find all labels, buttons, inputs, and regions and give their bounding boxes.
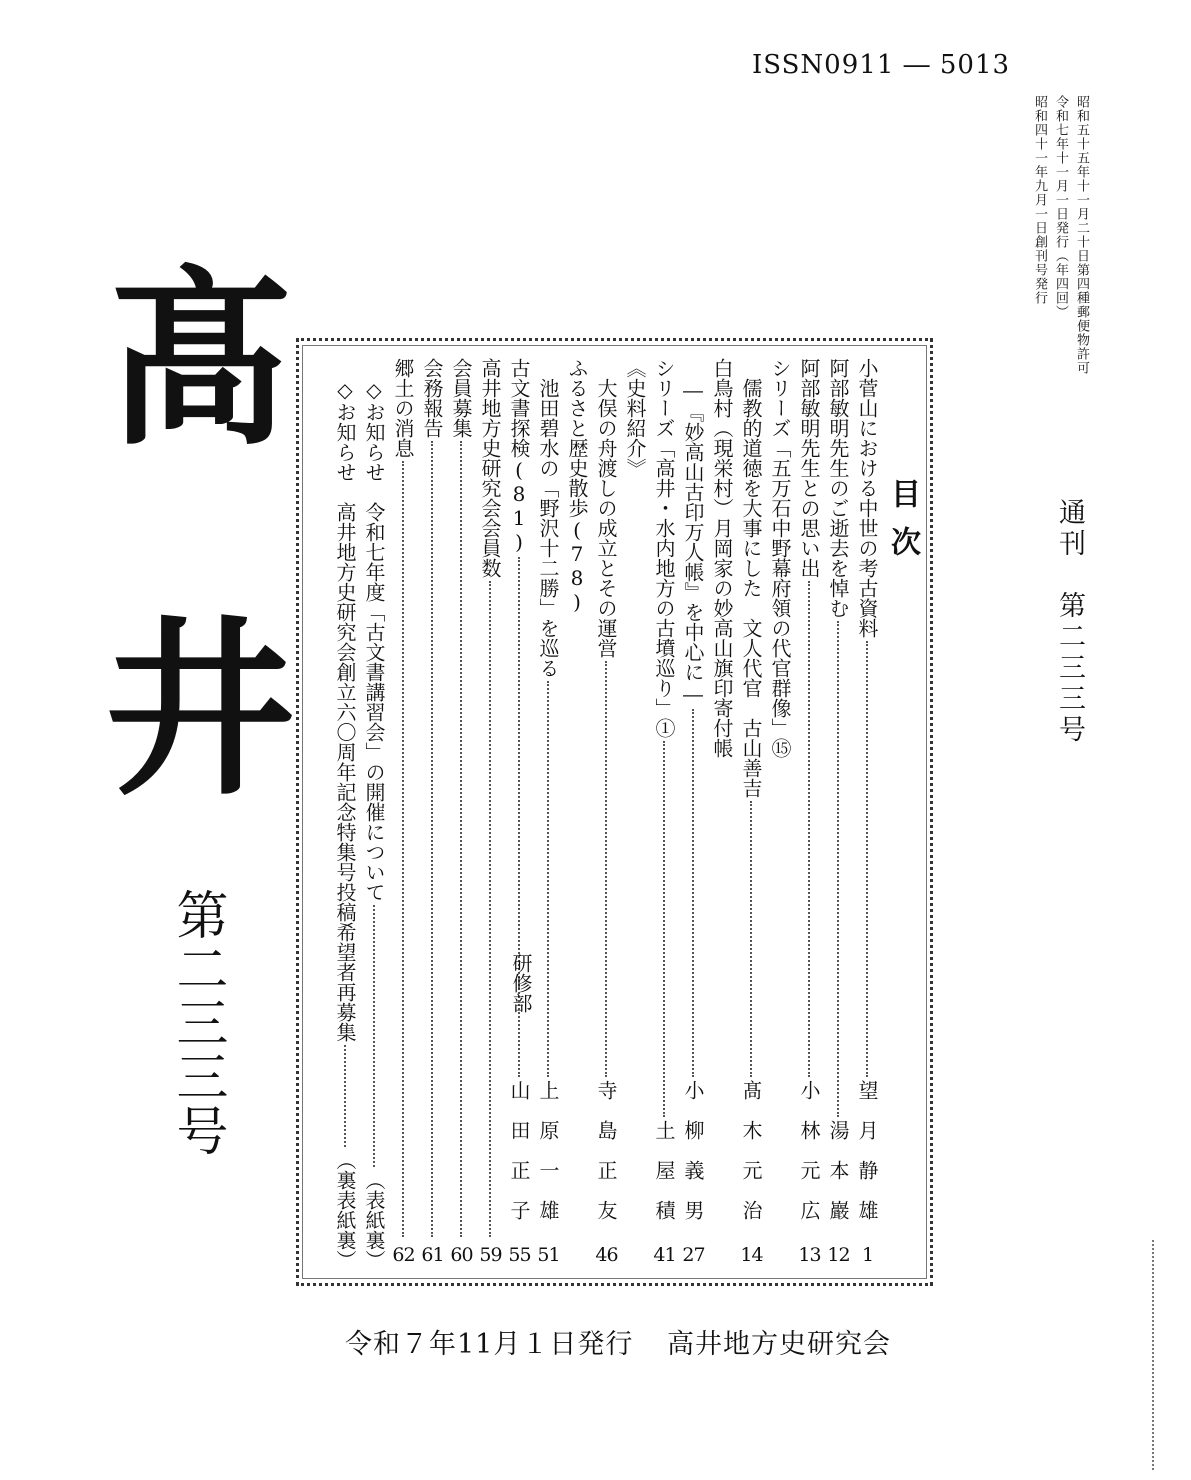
toc-entry-title: 阿部敏明先生との思い出 [797, 358, 821, 578]
toc-entry-page: 61 [421, 1244, 444, 1266]
publish-date: 令和７年11月１日発行 [345, 1329, 634, 1360]
journal-title-char: 髙 [105, 248, 296, 471]
toc-entry-title: 会務報告 [420, 358, 444, 438]
toc-leader-dots [866, 641, 868, 1077]
toc-entry [621, 358, 650, 1270]
toc-entry-title: シリーズ「高井・水内地方の古墳巡り」① [652, 358, 676, 738]
toc-entry-author: 寺島正友 [594, 1080, 618, 1240]
toc-spacer [766, 758, 795, 1240]
publisher: 高井地方史研究会 [666, 1329, 891, 1360]
toc-entry [679, 358, 708, 1270]
issue-number: 第二三三号 [167, 888, 227, 1158]
toc-entry-page-empty [563, 1244, 592, 1270]
toc-entry-title: ―『妙高山古印万人帳』を中心に― [681, 358, 705, 706]
toc-leader-dots [547, 681, 549, 1077]
toc-entry [563, 358, 592, 1270]
toc-entry-page: 59 [479, 1244, 502, 1266]
issn-number: ISSN0911 ― 5013 [752, 50, 1011, 80]
toc-entry-page: 46 [595, 1244, 618, 1266]
edge-marks [1152, 1240, 1156, 1470]
toc-entry-title: 儒教的道徳を大事にした 文人代官 古山善吉 [739, 358, 763, 798]
toc-entry-title: 白鳥村（現栄村）月岡家の妙高山旗印寄付帳 [710, 358, 734, 758]
toc-leader-dots [808, 581, 810, 1077]
postal-line: 昭和五十五年十一月二十日第四種郵便物許可 [1074, 95, 1089, 375]
table-of-contents [318, 358, 882, 1270]
toc-entry-title: 大俣の舟渡しの成立とその運営 [594, 358, 618, 658]
toc-entry-author: 湯本巖 [826, 1120, 850, 1240]
toc-entry-title: 郷土の消息 [391, 358, 415, 458]
toc-entry-title: シリーズ「五万石中野幕府領の代官群像」⑮ [768, 358, 792, 758]
postal-line: 令和七年十一月一日発行（年四回） [1053, 95, 1068, 319]
toc-entry-page: 13 [798, 1244, 821, 1266]
postal-line: 昭和四十一年九月一日創刊号発行 [1032, 95, 1047, 305]
toc-entry [737, 358, 766, 1270]
toc-entry-page: 27 [682, 1244, 705, 1266]
toc-entry-author: 小林元広 [797, 1080, 821, 1240]
toc-entry-page: 1 [861, 1244, 874, 1266]
toc-entry-page: 55 [508, 1244, 531, 1266]
toc-entry [534, 358, 563, 1270]
toc-entry-title: 古文書探検(81) [507, 358, 531, 554]
toc-entry [447, 358, 476, 1270]
toc-leader-dots [460, 441, 462, 1237]
footer [345, 1322, 915, 1361]
toc-leader-dots [663, 741, 665, 1117]
toc-entry [331, 358, 360, 1270]
toc-leader-dots [750, 801, 752, 1077]
toc-entry-page-empty [621, 1244, 650, 1270]
toc-entry-page: 51 [537, 1244, 560, 1266]
toc-entry [853, 358, 882, 1270]
toc-entry-page: 12 [827, 1244, 850, 1266]
toc-entry-author: 山田正子 [507, 1080, 531, 1240]
toc-leader-dots [431, 441, 433, 1237]
toc-spacer [708, 758, 737, 1240]
toc-entry [824, 358, 853, 1270]
toc-entry-author: 髙木元治 [739, 1080, 763, 1240]
toc-heading: 目次 [885, 478, 920, 574]
toc-entry-page: 62 [392, 1244, 415, 1266]
toc-entry-title: ◇お知らせ 高井地方史研究会創立六〇周年記念特集号投稿希望者再募集 [333, 358, 357, 1042]
toc-leader-dots [605, 661, 607, 1077]
toc-spacer [621, 478, 650, 1240]
toc-leader-dots [402, 461, 404, 1237]
toc-entry-title: ふるさと歴史散歩(78) [565, 358, 589, 614]
toc-entry-page-empty [766, 1244, 795, 1270]
toc-entry-page: 41 [653, 1244, 676, 1266]
toc-entry-department: 研修部 [509, 953, 533, 1013]
toc-entry-page: （表紙裏） [362, 1170, 386, 1270]
toc-entry [795, 358, 824, 1270]
toc-entry-page: 14 [740, 1244, 763, 1266]
toc-entry-page-empty [708, 1244, 737, 1270]
journal-title-char: 井 [105, 598, 296, 821]
toc-entry-title: ◇お知らせ 令和七年度「古文書講習会」の開催について [362, 358, 386, 902]
toc-entry [592, 358, 621, 1270]
toc-entry-author: 小柳義男 [681, 1080, 705, 1240]
toc-leader-dots [373, 905, 375, 1167]
toc-entry-page: （裏表紙裏） [333, 1150, 357, 1270]
toc-leader-dots [837, 621, 839, 1117]
toc-entry-title: 池田碧水の「野沢十二勝」を巡る [536, 358, 560, 678]
postal-info [1030, 95, 1091, 375]
toc-leader-dots [344, 1045, 346, 1147]
toc-entry-title: 《史料紹介》 [623, 358, 647, 478]
toc-entry-title: 阿部敏明先生のご逝去を悼む [826, 358, 850, 618]
toc-entry-title: 会員募集 [449, 358, 473, 438]
toc-leader-dots [692, 709, 694, 1077]
toc-entry [360, 358, 389, 1270]
toc-entry [505, 358, 534, 1270]
toc-entry [418, 358, 447, 1270]
toc-entry-author: 上原一雄 [536, 1080, 560, 1240]
toc-entry-page: 60 [450, 1244, 473, 1266]
serial-number: 通刊 第二三三号 [1054, 498, 1085, 746]
toc-entry [476, 358, 505, 1270]
toc-entry [389, 358, 418, 1270]
toc-entry-title: 高井地方史研究会会員数 [478, 358, 502, 578]
toc-entry [708, 358, 737, 1270]
toc-entry [650, 358, 679, 1270]
toc-entry-author: 土屋積 [652, 1120, 676, 1240]
toc-entry-title: 小菅山における中世の考古資料 [855, 358, 879, 638]
toc-entry-author: 望月静雄 [855, 1080, 879, 1240]
toc-spacer [563, 614, 592, 1240]
toc-entry [766, 358, 795, 1270]
toc-leader-dots [489, 581, 491, 1237]
